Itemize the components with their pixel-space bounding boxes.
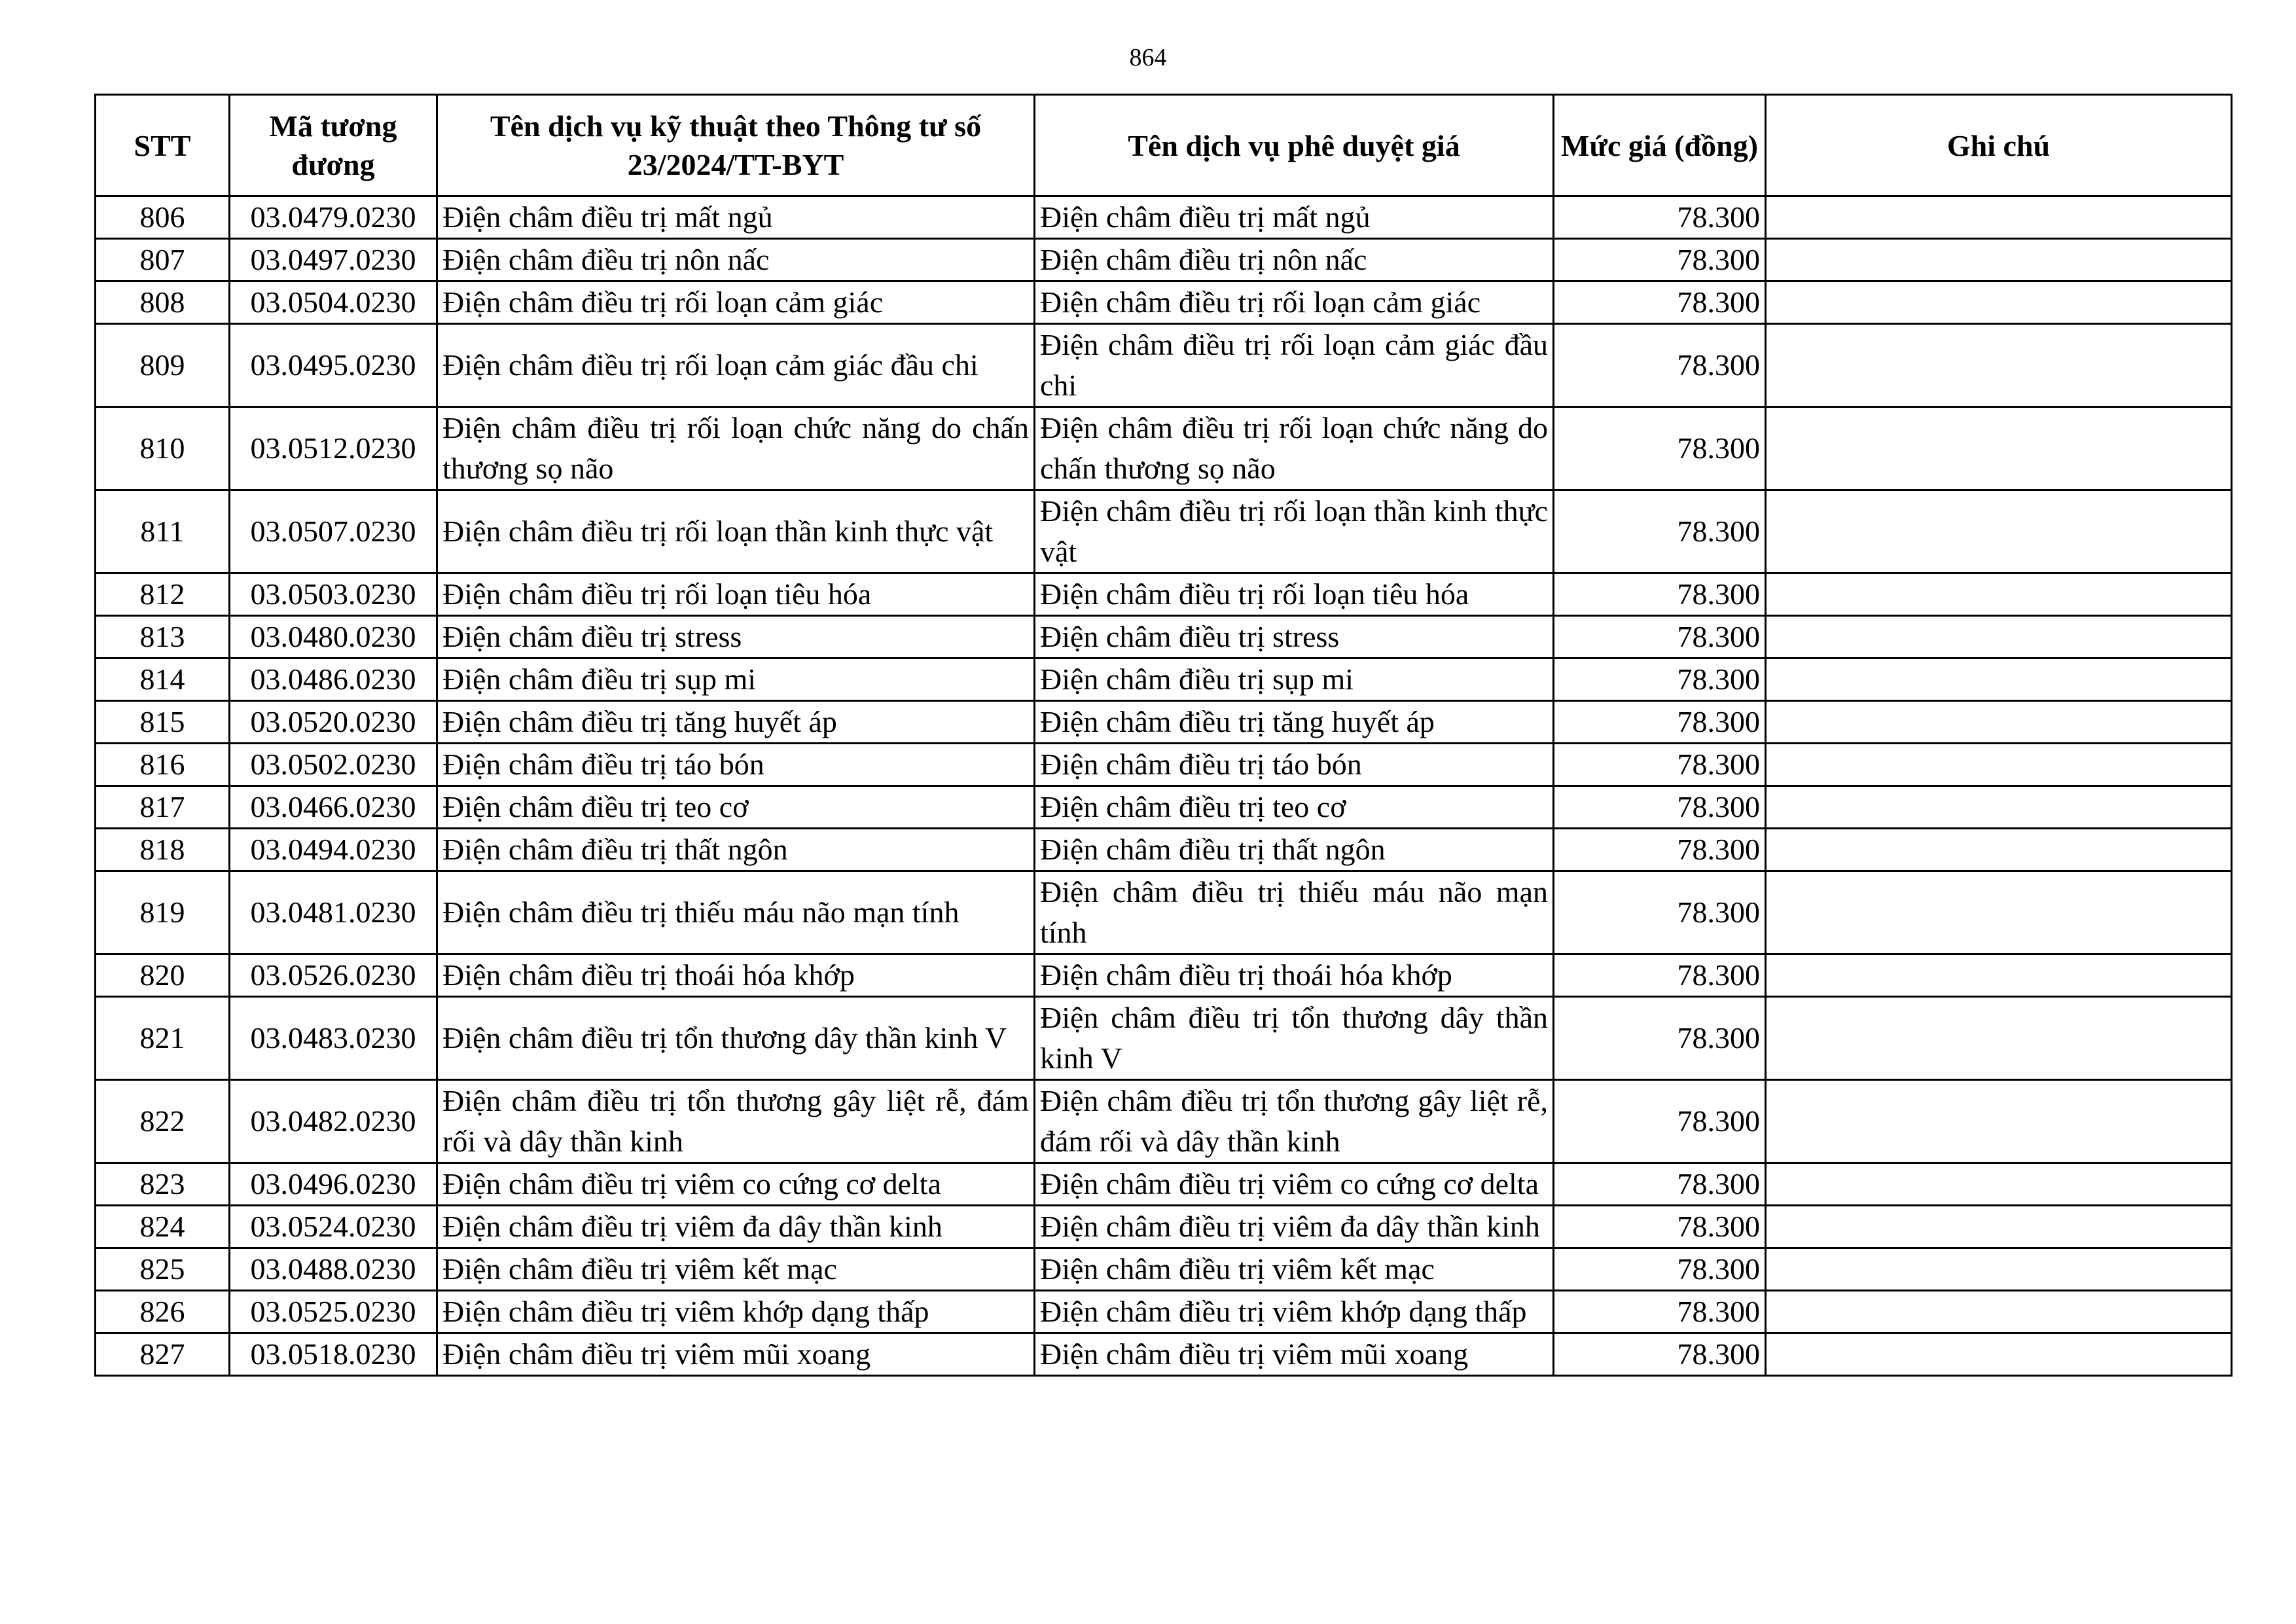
row-service-name: Điện châm điều trị tăng huyết áp	[437, 701, 1035, 744]
row-price: 78.300	[1554, 1291, 1766, 1333]
row-price: 78.300	[1554, 954, 1766, 997]
row-code: 03.0504.0230	[230, 281, 437, 324]
row-stt: 813	[96, 616, 230, 659]
row-code: 03.0502.0230	[230, 744, 437, 786]
row-stt: 811	[96, 490, 230, 573]
row-service-name: Điện châm điều trị thoái hóa khớp	[437, 954, 1035, 997]
row-stt: 826	[96, 1291, 230, 1333]
header-price: Mức giá (đồng)	[1554, 95, 1766, 196]
table-row	[96, 829, 2232, 871]
row-note	[1766, 744, 2232, 786]
row-stt: 815	[96, 701, 230, 744]
row-stt: 818	[96, 829, 230, 871]
header-approved-name: Tên dịch vụ phê duyệt giá	[1035, 95, 1554, 196]
row-note	[1766, 490, 2232, 573]
row-service-name: Điện châm điều trị rối loạn cảm giác đầu chi	[437, 324, 1035, 407]
row-code: 03.0525.0230	[230, 1291, 437, 1333]
row-stt: 821	[96, 997, 230, 1080]
row-service-name: Điện châm điều trị rối loạn chức năng do chấn thương sọ não	[437, 407, 1035, 490]
table-body	[96, 196, 2232, 1376]
row-approved-name: Điện châm điều trị tổn thương gây liệt rễ, đám rối và dây thần kinh	[1035, 1080, 1554, 1163]
row-note	[1766, 407, 2232, 490]
row-code: 03.0497.0230	[230, 239, 437, 281]
table-row	[96, 786, 2232, 829]
row-approved-name: Điện châm điều trị viêm co cứng cơ delta	[1035, 1163, 1554, 1206]
row-note	[1766, 1333, 2232, 1376]
row-service-name: Điện châm điều trị viêm kết mạc	[437, 1248, 1035, 1291]
row-service-name: Điện châm điều trị stress	[437, 616, 1035, 659]
table-row	[96, 659, 2232, 701]
row-service-name: Điện châm điều trị rối loạn tiêu hóa	[437, 573, 1035, 616]
row-note	[1766, 1080, 2232, 1163]
row-price: 78.300	[1554, 196, 1766, 239]
row-code: 03.0518.0230	[230, 1333, 437, 1376]
row-stt: 806	[96, 196, 230, 239]
table-row	[96, 1248, 2232, 1291]
header-stt: STT	[96, 95, 230, 196]
row-approved-name: Điện châm điều trị rối loạn cảm giác	[1035, 281, 1554, 324]
table-row	[96, 324, 2232, 407]
row-note	[1766, 616, 2232, 659]
row-note	[1766, 871, 2232, 954]
row-code: 03.0486.0230	[230, 659, 437, 701]
row-code: 03.0488.0230	[230, 1248, 437, 1291]
row-price: 78.300	[1554, 324, 1766, 407]
row-service-name: Điện châm điều trị rối loạn cảm giác	[437, 281, 1035, 324]
row-code: 03.0495.0230	[230, 324, 437, 407]
row-approved-name: Điện châm điều trị rối loạn thần kinh thực vật	[1035, 490, 1554, 573]
row-price: 78.300	[1554, 239, 1766, 281]
row-stt: 808	[96, 281, 230, 324]
row-code: 03.0481.0230	[230, 871, 437, 954]
row-note	[1766, 659, 2232, 701]
table-row	[96, 1163, 2232, 1206]
row-approved-name: Điện châm điều trị rối loạn cảm giác đầu chi	[1035, 324, 1554, 407]
row-service-name: Điện châm điều trị viêm mũi xoang	[437, 1333, 1035, 1376]
row-note	[1766, 196, 2232, 239]
row-service-name: Điện châm điều trị viêm co cứng cơ delta	[437, 1163, 1035, 1206]
row-note	[1766, 1206, 2232, 1248]
row-stt: 809	[96, 324, 230, 407]
table-row	[96, 196, 2232, 239]
row-service-name: Điện châm điều trị sụp mi	[437, 659, 1035, 701]
row-note	[1766, 324, 2232, 407]
row-code: 03.0503.0230	[230, 573, 437, 616]
row-code: 03.0483.0230	[230, 997, 437, 1080]
row-code: 03.0479.0230	[230, 196, 437, 239]
row-code: 03.0494.0230	[230, 829, 437, 871]
table-header-row	[96, 95, 2232, 196]
table-row	[96, 1333, 2232, 1376]
row-note	[1766, 786, 2232, 829]
row-stt: 827	[96, 1333, 230, 1376]
row-service-name: Điện châm điều trị teo cơ	[437, 786, 1035, 829]
table-row	[96, 407, 2232, 490]
row-price: 78.300	[1554, 1080, 1766, 1163]
row-approved-name: Điện châm điều trị viêm khớp dạng thấp	[1035, 1291, 1554, 1333]
header-service-name: Tên dịch vụ kỹ thuật theo Thông tư số 23/2024/TT-BYT	[437, 95, 1035, 196]
row-approved-name: Điện châm điều trị mất ngủ	[1035, 196, 1554, 239]
row-service-name: Điện châm điều trị mất ngủ	[437, 196, 1035, 239]
row-code: 03.0524.0230	[230, 1206, 437, 1248]
header-code: Mã tương đương	[230, 95, 437, 196]
row-service-name: Điện châm điều trị thất ngôn	[437, 829, 1035, 871]
table-row	[96, 616, 2232, 659]
row-code: 03.0520.0230	[230, 701, 437, 744]
table-row	[96, 1291, 2232, 1333]
row-price: 78.300	[1554, 573, 1766, 616]
row-approved-name: Điện châm điều trị táo bón	[1035, 744, 1554, 786]
table-row	[96, 997, 2232, 1080]
row-note	[1766, 573, 2232, 616]
row-stt: 824	[96, 1206, 230, 1248]
row-approved-name: Điện châm điều trị thất ngôn	[1035, 829, 1554, 871]
row-approved-name: Điện châm điều trị nôn nấc	[1035, 239, 1554, 281]
row-price: 78.300	[1554, 1163, 1766, 1206]
header-note: Ghi chú	[1766, 95, 2232, 196]
row-approved-name: Điện châm điều trị teo cơ	[1035, 786, 1554, 829]
row-note	[1766, 954, 2232, 997]
row-approved-name: Điện châm điều trị stress	[1035, 616, 1554, 659]
page-number: 864	[1129, 44, 1167, 71]
row-price: 78.300	[1554, 829, 1766, 871]
row-approved-name: Điện châm điều trị rối loạn tiêu hóa	[1035, 573, 1554, 616]
row-code: 03.0512.0230	[230, 407, 437, 490]
row-price: 78.300	[1554, 997, 1766, 1080]
row-note	[1766, 281, 2232, 324]
row-price: 78.300	[1554, 1248, 1766, 1291]
row-approved-name: Điện châm điều trị tổn thương dây thần kinh V	[1035, 997, 1554, 1080]
row-code: 03.0526.0230	[230, 954, 437, 997]
row-code: 03.0466.0230	[230, 786, 437, 829]
row-stt: 823	[96, 1163, 230, 1206]
row-price: 78.300	[1554, 786, 1766, 829]
row-stt: 817	[96, 786, 230, 829]
table-row	[96, 1080, 2232, 1163]
row-stt: 812	[96, 573, 230, 616]
row-service-name: Điện châm điều trị táo bón	[437, 744, 1035, 786]
row-code: 03.0496.0230	[230, 1163, 437, 1206]
row-stt: 816	[96, 744, 230, 786]
row-note	[1766, 997, 2232, 1080]
row-code: 03.0480.0230	[230, 616, 437, 659]
table-row	[96, 281, 2232, 324]
table-row	[96, 744, 2232, 786]
row-stt: 810	[96, 407, 230, 490]
row-note	[1766, 701, 2232, 744]
row-note	[1766, 1248, 2232, 1291]
row-price: 78.300	[1554, 1206, 1766, 1248]
row-stt: 825	[96, 1248, 230, 1291]
row-price: 78.300	[1554, 281, 1766, 324]
table-row	[96, 1206, 2232, 1248]
row-approved-name: Điện châm điều trị viêm kết mạc	[1035, 1248, 1554, 1291]
row-price: 78.300	[1554, 616, 1766, 659]
row-service-name: Điện châm điều trị viêm khớp dạng thấp	[437, 1291, 1035, 1333]
row-approved-name: Điện châm điều trị tăng huyết áp	[1035, 701, 1554, 744]
table-row	[96, 871, 2232, 954]
row-price: 78.300	[1554, 701, 1766, 744]
service-price-table	[94, 94, 2233, 1377]
row-stt: 807	[96, 239, 230, 281]
row-note	[1766, 829, 2232, 871]
row-approved-name: Điện châm điều trị sụp mi	[1035, 659, 1554, 701]
row-code: 03.0482.0230	[230, 1080, 437, 1163]
row-approved-name: Điện châm điều trị viêm đa dây thần kinh	[1035, 1206, 1554, 1248]
row-stt: 814	[96, 659, 230, 701]
row-service-name: Điện châm điều trị nôn nấc	[437, 239, 1035, 281]
row-price: 78.300	[1554, 490, 1766, 573]
row-price: 78.300	[1554, 1333, 1766, 1376]
row-service-name: Điện châm điều trị viêm đa dây thần kinh	[437, 1206, 1035, 1248]
row-approved-name: Điện châm điều trị thoái hóa khớp	[1035, 954, 1554, 997]
row-approved-name: Điện châm điều trị viêm mũi xoang	[1035, 1333, 1554, 1376]
row-approved-name: Điện châm điều trị thiếu máu não mạn tính	[1035, 871, 1554, 954]
row-approved-name: Điện châm điều trị rối loạn chức năng do chấn thương sọ não	[1035, 407, 1554, 490]
row-service-name: Điện châm điều trị thiếu máu não mạn tính	[437, 871, 1035, 954]
row-code: 03.0507.0230	[230, 490, 437, 573]
row-service-name: Điện châm điều trị tổn thương dây thần kinh V	[437, 997, 1035, 1080]
table-row	[96, 954, 2232, 997]
row-stt: 819	[96, 871, 230, 954]
table-row	[96, 490, 2232, 573]
table-row	[96, 573, 2232, 616]
row-note	[1766, 239, 2232, 281]
row-price: 78.300	[1554, 871, 1766, 954]
table-row	[96, 701, 2232, 744]
row-service-name: Điện châm điều trị rối loạn thần kinh thực vật	[437, 490, 1035, 573]
row-stt: 820	[96, 954, 230, 997]
row-price: 78.300	[1554, 659, 1766, 701]
row-price: 78.300	[1554, 744, 1766, 786]
row-stt: 822	[96, 1080, 230, 1163]
row-note	[1766, 1291, 2232, 1333]
row-service-name: Điện châm điều trị tổn thương gây liệt rễ, đám rối và dây thần kinh	[437, 1080, 1035, 1163]
row-note	[1766, 1163, 2232, 1206]
table-row	[96, 239, 2232, 281]
row-price: 78.300	[1554, 407, 1766, 490]
